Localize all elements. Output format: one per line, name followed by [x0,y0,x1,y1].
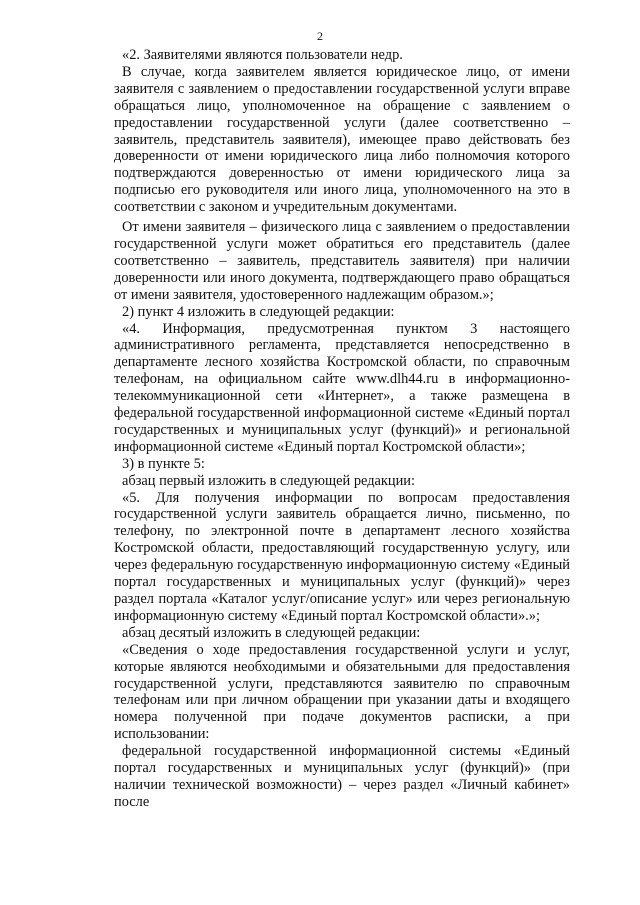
paragraph: федеральной государственной информационной системы «Единый портал государственных и муниципальных услуг (функций)» (при наличии технической возможности) – через раздел «Личный кабинет» после [114,743,570,810]
paragraph: «4. Информация, предусмотренная пунктом 3 настоящего административного регламента, представляется непосредственно в департаменте лесного хозяйства Костромской области, по справочным телефонам, на официальном сайте www.dlh44.ru в информационно-телекоммуникационной сети «Интернет», а также размещена в федеральной государственной информационной системе «Единый портал государственных и муниципальных услуг (функций)» и региональной информационной системе «Единый портал Костромской области»; [114,320,570,455]
page-number: 2 [317,29,323,43]
paragraph: «5. Для получения информации по вопросам предоставления государственной услуги заявитель обращается лично, письменно, по телефону, по электронной почте в департамент лесного хозяйства Костромской области, предоставляющий государственную услугу, или через федеральную государственную информационную систему «Единый портал государственных и муниципальных услуг (функций)» через раздел портала «Каталог услуг/описание услуг» или через региональную информационную систему «Единый портал Костромской области».»; [114,489,570,624]
paragraph: «2. Заявителями являются пользователи недр. [122,47,403,63]
paragraph: абзац десятый изложить в следующей редакции: [122,624,421,641]
paragraph: В случае, когда заявителем является юридическое лицо, от имени заявителя с заявлением о предоставлении государственной услуги вправе обращаться лицо, уполномоченное на обращение с заявлением о предоставлении государственной услуги (далее соответственно – заявитель, представитель заявителя), имеющее право действовать без доверенности от имени юридического лица либо полномочия которого подтверждаются доверенностью от имени юридического лица за подписью его руководителя или иного лица, уполномоченного на это в соответствии с законом и учредительным документами. [114,63,570,216]
paragraph: абзац первый изложить в следующей редакции: [122,472,416,489]
paragraph: «Сведения о ходе предоставления государственной услуги и услуг, которые являются необходимыми и обязательными для предоставления государственной услуги, представляются заявителю по справочным телефонам или при личном обращении при указании даты и входящего номера полученной при подаче документов расписки, а при использовании: [114,641,570,743]
paragraph: От имени заявителя – физического лица с заявлением о предоставлении государственной услуги может обратиться его представитель (далее соответственно – заявитель, представитель заявителя) при наличии доверенности или иного документа, подтверждающего право обращаться от имени заявителя, удостоверенного надлежащим образом.»; [114,219,570,303]
document-body [114,47,570,811]
paragraph: 3) в пункте 5: [122,455,205,472]
paragraph: 2) пункт 4 изложить в следующей редакции: [122,303,395,320]
